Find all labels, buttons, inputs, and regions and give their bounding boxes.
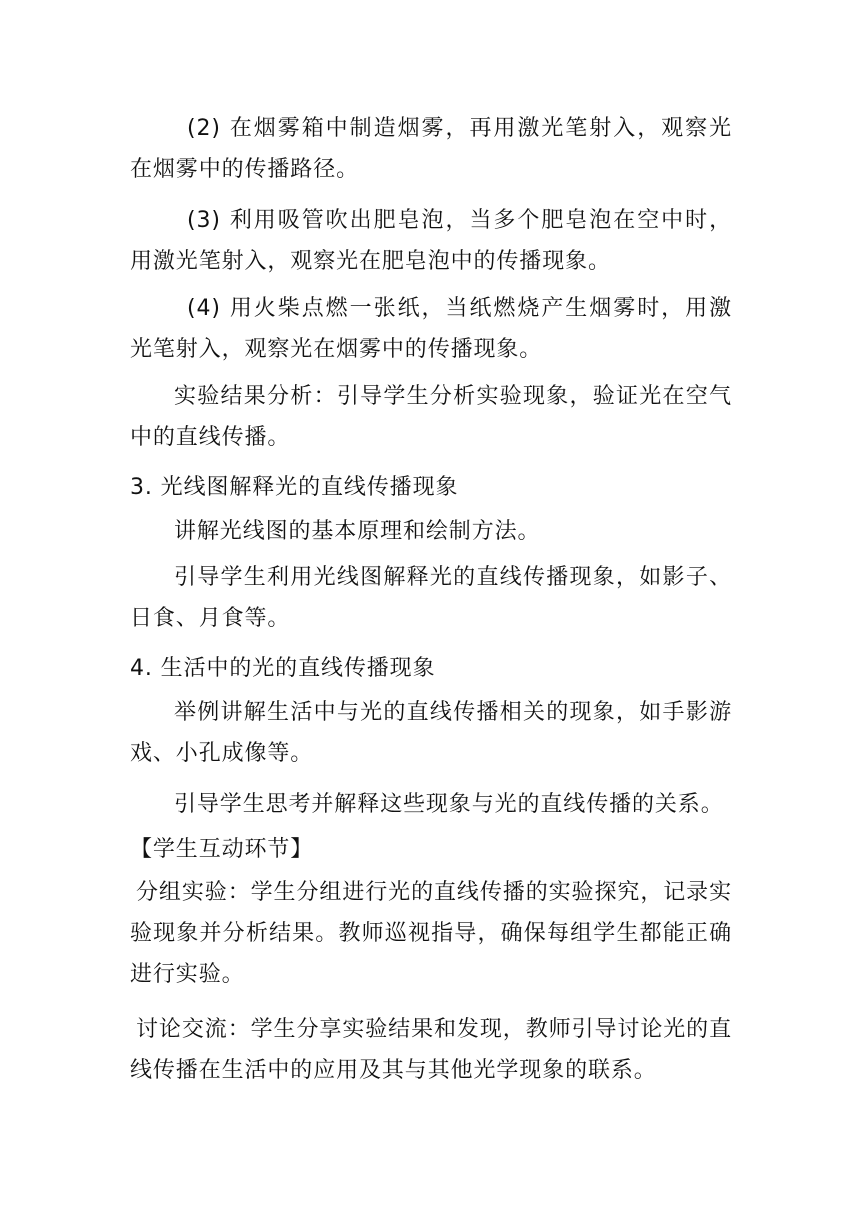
paragraph-step-2: (2) 在烟雾箱中制造烟雾，再用激光笔射入，观察光在烟雾中的传播路径。 (130, 116, 732, 182)
paragraph-discussion: 讨论交流：学生分享实验结果和发现，教师引导讨论光的直线传播在生活中的应用及其与其他光学现象的联系。 (130, 1017, 732, 1083)
paragraph-ray-diagram-basics: 讲解光线图的基本原理和绘制方法。 (174, 519, 541, 544)
paragraph-group-experiment: 分组实验：学生分组进行光的直线传播的实验探究，记录实验现象并分析结果。教师巡视指导，确保每组学生都能正确进行实验。 (130, 880, 732, 987)
section-heading-4: 4. 生活中的光的直线传播现象 (130, 656, 436, 681)
section-heading-3: 3. 光线图解释光的直线传播现象 (130, 475, 459, 500)
section-heading-student-interaction: 【学生互动环节】 (130, 837, 314, 862)
paragraph-step-3: (3) 利用吸管吹出肥皂泡，当多个肥皂泡在空中时，用激光笔射入，观察光在肥皂泡中的传播现象。 (130, 208, 732, 274)
paragraph-daily-life-examples: 举例讲解生活中与光的直线传播相关的现象，如手影游戏、小孔成像等。 (130, 700, 732, 766)
paragraph-thinking-guidance: 引导学生思考并解释这些现象与光的直线传播的关系。 (174, 792, 724, 817)
paragraph-ray-diagram-guidance: 引导学生利用光线图解释光的直线传播现象，如影子、日食、月食等。 (130, 565, 732, 631)
paragraph-step-4: (4) 用火柴点燃一张纸，当纸燃烧产生烟雾时，用激光笔射入，观察光在烟雾中的传播现象。 (130, 296, 732, 362)
paragraph-result-analysis: 实验结果分析：引导学生分析实验现象，验证光在空气中的直线传播。 (130, 384, 732, 450)
